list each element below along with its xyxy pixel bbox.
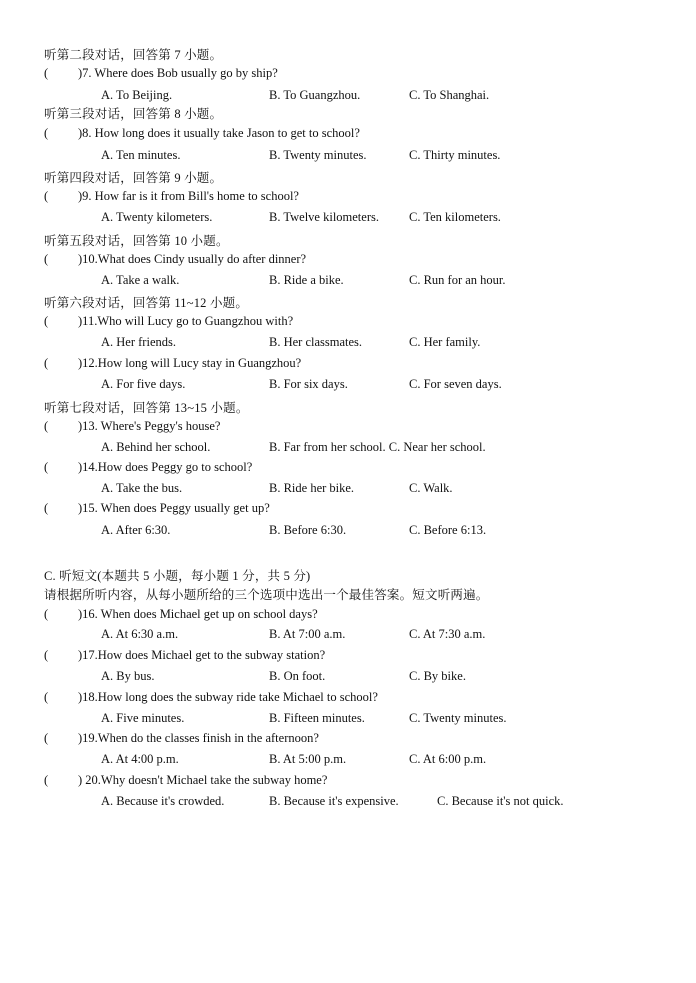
answer-paren: (: [44, 356, 49, 370]
option-b: B. Twenty minutes.: [269, 148, 367, 162]
options-line: [0, 273, 696, 294]
question-stem: [44, 314, 293, 329]
question-text: )17.How does Michael get to the subway station?: [78, 648, 326, 662]
question-line: [0, 189, 696, 210]
question-text: )10.What does Cindy usually do after dinner?: [78, 252, 307, 266]
question-stem: [44, 648, 325, 663]
option-b: B. Ride her bike.: [269, 481, 355, 495]
question-text: ) 20.Why doesn't Michael take the subway home?: [78, 773, 328, 787]
question-line: [0, 690, 696, 711]
part-c-instructions: [0, 585, 696, 606]
question-text: )11.Who will Lucy go to Guangzhou with?: [78, 314, 294, 328]
option-a: A. For five days.: [101, 377, 186, 391]
option-c: C. Because it's not quick.: [437, 794, 564, 808]
option-a: A. Her friends.: [101, 335, 176, 349]
option-a: A. Take a walk.: [101, 273, 180, 287]
question-line: [0, 731, 696, 752]
options-line: [0, 794, 696, 815]
section-heading-text: 听第四段对话，回答第 9 小题。: [44, 171, 223, 185]
option-a: A. Twenty kilometers.: [101, 210, 213, 224]
section-heading-text: 听第七段对话，回答第 13~15 小题。: [44, 401, 249, 415]
options-line: [0, 148, 696, 169]
question-text: )8. How long does it usually take Jason to get to school?: [78, 126, 360, 140]
options-line: [0, 481, 696, 502]
option-b: B. Because it's expensive.: [269, 794, 399, 808]
answer-paren: (: [44, 126, 49, 140]
question-text: )16. When does Michael get up on school days?: [78, 607, 318, 621]
answer-paren: (: [44, 419, 49, 433]
option-b: B. To Guangzhou.: [269, 88, 361, 102]
option-a: A. By bus.: [101, 669, 155, 683]
question-text: )9. How far is it from Bill's home to school?: [78, 189, 299, 203]
options-line: [0, 210, 696, 231]
option-a: A. Ten minutes.: [101, 148, 181, 162]
answer-paren: (: [44, 314, 49, 328]
question-line: [0, 773, 696, 794]
options-line: [0, 752, 696, 773]
question-stem: [44, 690, 378, 705]
section-heading: [0, 231, 696, 252]
section-heading-text: 听第二段对话，回答第 7 小题。: [44, 48, 223, 62]
options-line: [0, 669, 696, 690]
question-stem: [44, 731, 319, 746]
answer-paren: (: [44, 460, 49, 474]
options-line: [0, 627, 696, 648]
options-line: [0, 335, 696, 356]
question-line: [0, 126, 696, 147]
option-c: C. Her family.: [409, 335, 481, 349]
options-line: [0, 711, 696, 732]
question-line: [0, 66, 696, 87]
option-c: C. Run for an hour.: [409, 273, 506, 287]
section-heading: [0, 168, 696, 189]
question-text: )15. When does Peggy usually get up?: [78, 501, 270, 515]
option-a: A. After 6:30.: [101, 523, 171, 537]
question-text: )14.How does Peggy go to school?: [78, 460, 253, 474]
question-line: [0, 356, 696, 377]
answer-paren: (: [44, 690, 49, 704]
section-heading-text: 听第六段对话，回答第 11~12 小题。: [44, 296, 249, 310]
question-line: [0, 460, 696, 481]
question-text: )12.How long will Lucy stay in Guangzhou?: [78, 356, 302, 370]
answer-paren: (: [44, 501, 49, 515]
question-line: [0, 501, 696, 522]
option-a: A. At 6:30 a.m.: [101, 627, 179, 641]
question-line: [0, 314, 696, 335]
option-b: B. Far from her school. C. Near her school.: [269, 440, 486, 454]
option-a: A. Because it's crowded.: [101, 794, 225, 808]
option-c: C. Before 6:13.: [409, 523, 487, 537]
question-stem: [44, 460, 252, 475]
question-stem: [44, 773, 327, 788]
question-line: [0, 648, 696, 669]
option-b: B. On foot.: [269, 669, 326, 683]
question-text: )7. Where does Bob usually go by ship?: [78, 66, 278, 80]
options-line: [0, 523, 696, 544]
section-heading: [0, 104, 696, 125]
option-c: C. To Shanghai.: [409, 88, 490, 102]
part-c-title: [0, 566, 696, 587]
option-c: C. At 6:00 p.m.: [409, 752, 487, 766]
question-stem: [44, 356, 301, 371]
answer-paren: (: [44, 66, 49, 80]
option-a: A. Five minutes.: [101, 711, 185, 725]
option-c: C. Walk.: [409, 481, 453, 495]
section-heading: [0, 293, 696, 314]
answer-paren: (: [44, 607, 49, 621]
option-b: B. Before 6:30.: [269, 523, 347, 537]
option-c: C. Ten kilometers.: [409, 210, 501, 224]
answer-paren: (: [44, 648, 49, 662]
part-c-title-text: C. 听短文(本题共 5 小题，每小题 1 分，共 5 分): [44, 569, 311, 583]
question-stem: [44, 126, 360, 141]
section-heading: [0, 398, 696, 419]
question-stem: [44, 607, 318, 622]
option-b: B. Her classmates.: [269, 335, 363, 349]
option-a: A. Behind her school.: [101, 440, 211, 454]
question-line: [0, 607, 696, 628]
option-a: A. Take the bus.: [101, 481, 183, 495]
options-line: [0, 377, 696, 398]
option-c: C. Twenty minutes.: [409, 711, 507, 725]
question-line: [0, 252, 696, 273]
section-heading-text: 听第三段对话，回答第 8 小题。: [44, 107, 223, 121]
answer-paren: (: [44, 773, 49, 787]
option-b: B. At 7:00 a.m.: [269, 627, 346, 641]
question-stem: [44, 252, 306, 267]
option-c: C. Thirty minutes.: [409, 148, 501, 162]
option-b: B. For six days.: [269, 377, 348, 391]
option-c: C. At 7:30 a.m.: [409, 627, 486, 641]
option-b: B. Twelve kilometers.: [269, 210, 379, 224]
option-a: A. At 4:00 p.m.: [101, 752, 179, 766]
question-text: )13. Where's Peggy's house?: [78, 419, 221, 433]
question-line: [0, 419, 696, 440]
option-c: C. For seven days.: [409, 377, 502, 391]
answer-paren: (: [44, 189, 49, 203]
part-c-instructions-text: 请根据所听内容，从每小题所给的三个选项中选出一个最佳答案。短文听两遍。: [44, 588, 489, 602]
option-a: A. To Beijing.: [101, 88, 173, 102]
question-stem: [44, 501, 270, 516]
section-heading: [0, 45, 696, 66]
answer-paren: (: [44, 731, 49, 745]
section-heading-text: 听第五段对话，回答第 10 小题。: [44, 234, 229, 248]
option-c: C. By bike.: [409, 669, 466, 683]
question-text: )19.When do the classes finish in the afternoon?: [78, 731, 319, 745]
option-b: B. Ride a bike.: [269, 273, 344, 287]
question-stem: [44, 419, 220, 434]
option-b: B. Fifteen minutes.: [269, 711, 365, 725]
option-b: B. At 5:00 p.m.: [269, 752, 347, 766]
question-text: )18.How long does the subway ride take Michael to school?: [78, 690, 378, 704]
options-line: [0, 440, 696, 461]
question-stem: [44, 66, 278, 81]
question-stem: [44, 189, 299, 204]
answer-paren: (: [44, 252, 49, 266]
